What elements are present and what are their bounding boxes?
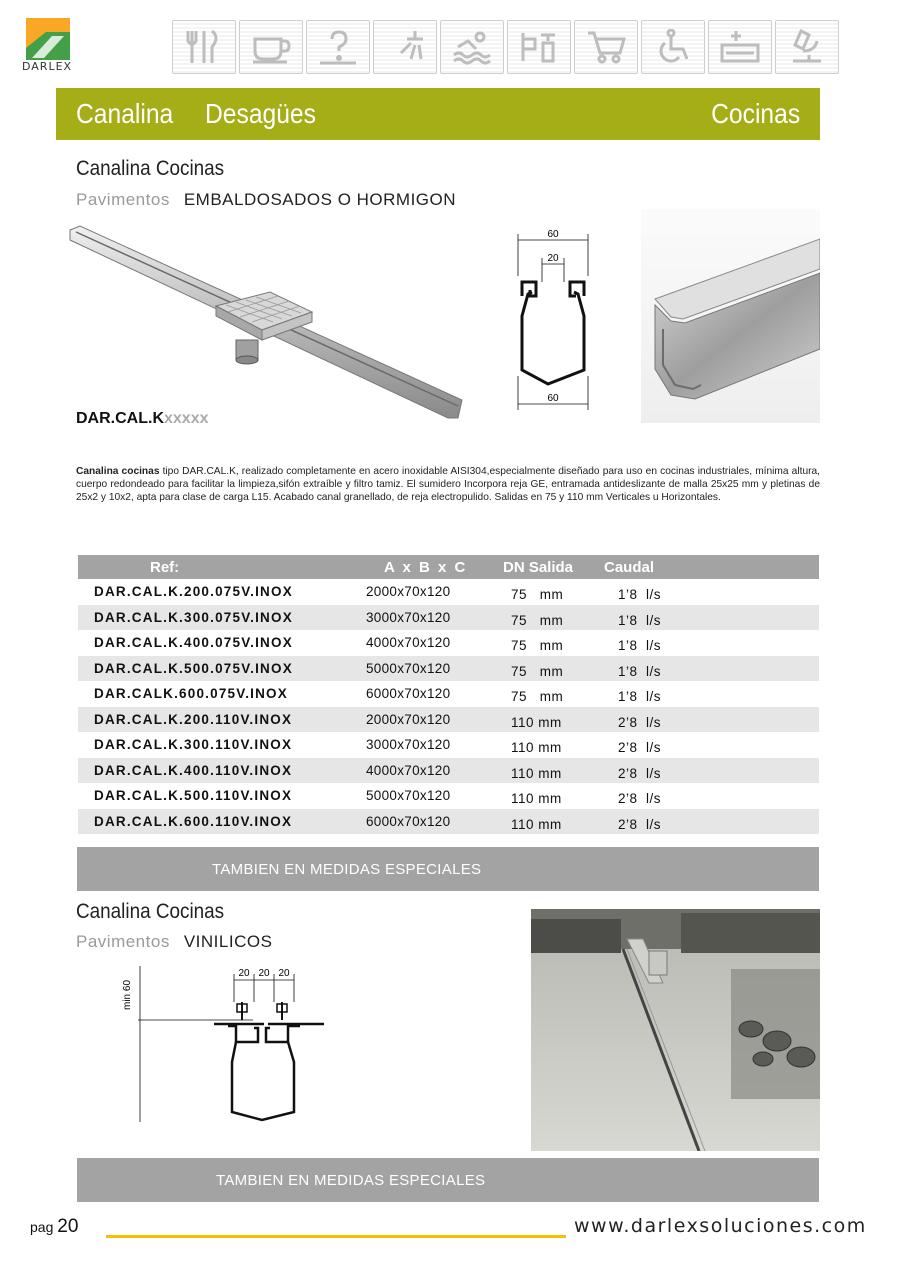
cell-dn: 110 mm	[511, 740, 562, 755]
cell-caudal: 2’8 l/s	[618, 765, 662, 781]
dim-top: 60	[547, 229, 559, 240]
cell-dim: 5000x70x120	[366, 660, 451, 676]
cell-ref: DAR.CALK.600.075V.INOX	[94, 686, 288, 701]
cell-ref: DAR.CAL.K.300.110V.INOX	[94, 737, 293, 752]
cell-ref: DAR.CAL.K.400.075V.INOX	[94, 635, 293, 650]
header-title-canalina: Canalina	[76, 98, 174, 129]
hospital-icon[interactable]	[708, 20, 772, 74]
cell-dim: 2000x70x120	[366, 584, 451, 599]
cell-ref: DAR.CAL.K.500.110V.INOX	[94, 788, 293, 803]
cart-icon[interactable]	[574, 20, 638, 74]
microscope-icon[interactable]	[775, 20, 839, 74]
table-row	[78, 783, 819, 809]
cell-dn: 75 mm	[511, 612, 564, 628]
channel-profile-photo	[641, 209, 820, 423]
channel-product-image	[66, 222, 466, 422]
section2-title: Canalina Cocinas	[76, 900, 225, 923]
dim-d3: 20	[278, 968, 290, 979]
dim-bottom: 60	[547, 393, 559, 404]
cell-dn: 75 mm	[511, 587, 564, 602]
th-caudal: Caudal	[604, 559, 655, 576]
section1-title: Canalina Cocinas	[76, 157, 225, 180]
cell-dim: 5000x70x120	[366, 788, 451, 803]
cell-ref: DAR.CAL.K.600.110V.INOX	[94, 813, 293, 829]
cell-caudal: 2’8 l/s	[618, 714, 662, 730]
cell-caudal: 2’8 l/s	[618, 816, 662, 832]
category-icons	[172, 20, 839, 74]
laundry-icon[interactable]	[507, 20, 571, 74]
cell-caudal: 2’8 l/s	[618, 791, 662, 806]
page-number	[30, 1216, 78, 1238]
cell-ref: DAR.CAL.K.300.075V.INOX	[94, 609, 293, 625]
cell-ref: DAR.CAL.K.200.110V.INOX	[94, 711, 293, 727]
table-header	[78, 555, 819, 579]
header-title-cocinas: Cocinas	[710, 98, 800, 129]
cell-dim: 4000x70x120	[366, 635, 451, 650]
website-link[interactable]: www.darlexsoluciones.com	[574, 1215, 867, 1237]
shower-icon[interactable]	[373, 20, 437, 74]
cell-dn: 110 mm	[511, 791, 562, 806]
special-sizes-text-1: TAMBIEN EN MEDIDAS ESPECIALES	[212, 860, 482, 878]
cell-dn: 110 mm	[511, 714, 562, 730]
cell-dn: 75 mm	[511, 638, 564, 653]
dim-d1: 20	[238, 968, 250, 979]
pavimentos-value: EMBALDOSADOS O HORMIGON	[183, 190, 457, 209]
th-ref: Ref:	[150, 559, 180, 576]
header-title-desagues: Desagües	[205, 98, 316, 129]
table-row	[78, 758, 819, 784]
pool-icon[interactable]	[440, 20, 504, 74]
table-row	[78, 809, 819, 835]
table-body	[78, 579, 819, 834]
table-row	[78, 681, 819, 707]
description-text: tipo DAR.CAL.K, realizado completamente en acero inoxidable AISI304,especialmente diseñado para uso en cocinas industriales, mínima altura, cuerpo redondeado para facilitar la limpieza,sifón extraíble y filtro tamiz. El sumidero Incorpora reja GE, entramada antideslizante de malla 25x25 mm y pletinas de 25x2 y 10x2, apta para clase de carga L15. Acabado canal granellado, de reja electropulido. Salidas en 75 y 110 mm Verticales u Horizontales.	[76, 466, 820, 503]
vinyl-channel-section-diagram	[118, 962, 338, 1122]
table-row	[78, 605, 819, 631]
channel-section-diagram	[508, 226, 598, 412]
pavimentos-label: Pavimentos	[76, 190, 170, 209]
section1-pavimentos	[76, 190, 456, 210]
description-bold: Canalina cocinas	[76, 466, 160, 477]
page-label: pag	[30, 1219, 54, 1235]
dim-min: min 60	[122, 979, 133, 1010]
product-code-suffix: xxxxx	[164, 410, 209, 427]
special-sizes-band-2	[77, 1158, 819, 1202]
cell-dim: 6000x70x120	[366, 686, 451, 701]
restaurant-icon[interactable]	[172, 20, 236, 74]
question-icon[interactable]	[306, 20, 370, 74]
wheelchair-icon[interactable]	[641, 20, 705, 74]
table-row	[78, 732, 819, 758]
section-header-bar	[56, 88, 820, 140]
cell-ref: DAR.CAL.K.400.110V.INOX	[94, 762, 293, 778]
cell-caudal: 1’8 l/s	[618, 587, 662, 602]
special-sizes-band-1	[77, 847, 819, 891]
table-row	[78, 579, 819, 605]
cell-caudal: 1’8 l/s	[618, 689, 662, 704]
th-dn: DN Salida	[503, 559, 574, 576]
section2-pavimentos	[76, 932, 272, 952]
logo-text: DARLEX	[22, 60, 73, 73]
product-code	[76, 410, 209, 428]
table-row	[78, 630, 819, 656]
page-number-value: 20	[57, 1216, 79, 1237]
cell-ref: DAR.CAL.K.200.075V.INOX	[94, 584, 293, 599]
product-description	[76, 465, 820, 504]
cell-ref: DAR.CAL.K.500.075V.INOX	[94, 660, 293, 676]
logo-mark-icon	[26, 18, 70, 60]
table-row	[78, 656, 819, 682]
cell-dim: 4000x70x120	[366, 762, 451, 778]
pavimentos-value-2: VINILICOS	[183, 932, 273, 951]
cell-caudal: 2’8 l/s	[618, 740, 662, 755]
cell-dim: 2000x70x120	[366, 711, 451, 727]
darlex-logo	[22, 18, 78, 76]
cell-dim: 3000x70x120	[366, 609, 451, 625]
cell-caudal: 1’8 l/s	[618, 663, 662, 679]
cell-dim: 6000x70x120	[366, 813, 451, 829]
cell-caudal: 1’8 l/s	[618, 612, 662, 628]
cell-dn: 75 mm	[511, 663, 564, 679]
th-dim: A x B x C	[384, 559, 468, 576]
coffee-icon[interactable]	[239, 20, 303, 74]
dim-inner: 20	[547, 253, 559, 264]
product-code-prefix: DAR.CAL.K	[76, 410, 164, 427]
kitchen-photo	[531, 909, 820, 1151]
cell-dim: 3000x70x120	[366, 737, 451, 752]
cell-dn: 110 mm	[511, 765, 562, 781]
pavimentos-label-2: Pavimentos	[76, 932, 170, 951]
cell-caudal: 1’8 l/s	[618, 638, 662, 653]
cell-dn: 75 mm	[511, 689, 564, 704]
product-table	[78, 555, 819, 834]
special-sizes-text-2: TAMBIEN EN MEDIDAS ESPECIALES	[216, 1171, 486, 1189]
table-row	[78, 707, 819, 733]
dim-d2: 20	[258, 968, 270, 979]
footer-line	[106, 1235, 566, 1238]
cell-dn: 110 mm	[511, 816, 562, 832]
